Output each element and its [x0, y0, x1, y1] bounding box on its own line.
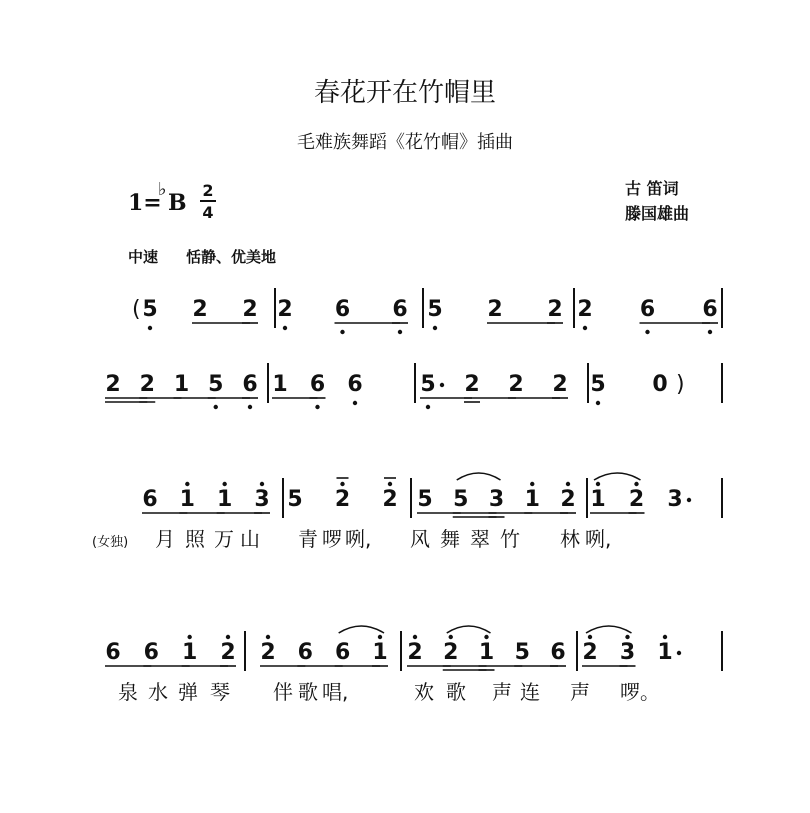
- lyric-char: 竹: [500, 527, 520, 551]
- octave-dot-above: [625, 635, 629, 639]
- open-paren: (: [132, 297, 141, 322]
- note: 2: [628, 487, 645, 512]
- lyric-char: 弹: [178, 680, 198, 704]
- octave-dot-below: [708, 330, 712, 334]
- note: 2: [260, 640, 276, 665]
- octave-dot-above: [226, 635, 230, 639]
- octave-dot-above: [185, 482, 189, 486]
- lyric-char: 林: [560, 527, 580, 551]
- lyric-char: 泉: [118, 680, 138, 704]
- note: 3: [488, 487, 505, 512]
- lyric-char: 声: [492, 680, 512, 704]
- augmentation-dot: [440, 383, 444, 387]
- note: 1: [272, 372, 288, 397]
- note: 1: [217, 487, 233, 512]
- note: 2: [560, 487, 576, 512]
- octave-dot-above: [222, 482, 226, 486]
- lyric-char: 青: [298, 527, 318, 551]
- note: 6: [702, 297, 718, 322]
- note: 1: [173, 372, 190, 397]
- note: 6: [105, 640, 121, 665]
- note: 6: [550, 640, 566, 665]
- composer-credit: 滕国雄曲: [625, 204, 690, 223]
- note: 2: [487, 297, 503, 322]
- note: 5: [590, 372, 606, 397]
- note: 6: [392, 297, 408, 322]
- note: 2: [220, 640, 236, 665]
- note: 2: [552, 372, 568, 397]
- slur: [586, 626, 632, 633]
- music-notation: [105, 288, 722, 704]
- octave-dot-below: [645, 330, 649, 334]
- note: 5: [514, 640, 530, 665]
- meter-bottom: 4: [202, 203, 214, 222]
- octave-dot-below: [248, 405, 252, 409]
- note: 1: [478, 640, 495, 665]
- slur: [447, 626, 491, 633]
- lyric-char: 唱,: [322, 680, 349, 704]
- octave-dot-above: [378, 635, 382, 639]
- note: 5: [427, 297, 443, 322]
- note: 6: [347, 372, 363, 397]
- octave-dot-below: [426, 405, 430, 409]
- octave-dot-above: [634, 482, 638, 486]
- lyric-char: 风: [410, 527, 430, 551]
- octave-dot-below: [583, 326, 587, 330]
- augmentation-dot: [677, 651, 681, 655]
- note: 1: [372, 640, 388, 665]
- lyric-char: 咧,: [345, 527, 372, 551]
- tempo-expression: 恬静、优美地: [186, 248, 277, 266]
- lyric-char: 万: [214, 527, 234, 551]
- octave-dot-above: [484, 635, 488, 639]
- song-title: 春花开在竹帽里: [313, 78, 497, 108]
- lyric-char: 翠: [470, 527, 490, 551]
- note: 2: [277, 297, 293, 322]
- note: 6: [143, 640, 159, 665]
- note: 2: [242, 297, 258, 322]
- octave-dot-above: [588, 635, 592, 639]
- lyric-char: 山: [240, 527, 260, 551]
- note: 2: [547, 297, 563, 322]
- augmentation-dot: [687, 498, 691, 502]
- lyric-char: 琴: [210, 680, 230, 704]
- key-flat: ♭: [158, 179, 167, 200]
- octave-dot-below: [433, 326, 437, 330]
- voice-label: (女独): [92, 535, 129, 550]
- lyric-char: 月: [155, 527, 175, 551]
- lyric-char: 歌: [446, 680, 466, 704]
- octave-dot-below: [283, 326, 287, 330]
- lyric-char: 啰: [322, 527, 342, 551]
- note: 6: [334, 297, 351, 322]
- lyric-char: 欢: [414, 680, 434, 704]
- note: 6: [142, 487, 158, 512]
- octave-dot-below: [148, 326, 152, 330]
- octave-dot-above: [566, 482, 570, 486]
- octave-dot-above: [596, 482, 600, 486]
- note: 6: [335, 640, 351, 665]
- note: 6: [242, 372, 258, 397]
- note: 1: [182, 640, 198, 665]
- octave-dot-above: [663, 635, 667, 639]
- octave-dot-below: [398, 330, 402, 334]
- note: 3: [254, 487, 270, 512]
- lyricist-credit: 古 笛词: [625, 179, 679, 198]
- lyric-char: 声: [570, 680, 590, 704]
- note: 2: [105, 372, 121, 397]
- octave-dot-above: [530, 482, 534, 486]
- key-signature: [128, 179, 187, 216]
- note: 1: [590, 487, 606, 512]
- note: 2: [382, 487, 398, 512]
- close-paren: ): [676, 372, 685, 397]
- octave-dot-above: [388, 482, 392, 486]
- octave-dot-below: [353, 401, 357, 405]
- tempo-speed: 中速: [128, 248, 159, 266]
- song-subtitle: 毛难族舞蹈《花竹帽》插曲: [297, 132, 513, 153]
- note: 2: [577, 297, 593, 322]
- octave-dot-above: [340, 482, 344, 486]
- key-letter: B: [168, 190, 187, 216]
- octave-dot-below: [340, 330, 344, 334]
- note: 5: [208, 372, 224, 397]
- slur: [339, 626, 384, 633]
- note: 5: [453, 487, 469, 512]
- lyric-char: 连: [520, 680, 540, 704]
- note: 2: [407, 640, 423, 665]
- lyric-char: 伴: [273, 680, 293, 704]
- note: 5: [417, 487, 433, 512]
- octave-dot-above: [413, 635, 417, 639]
- meter-top: 2: [202, 181, 214, 200]
- lyric-char: 舞: [440, 527, 460, 551]
- octave-dot-below: [315, 405, 319, 409]
- lyric-char: 歌: [298, 680, 318, 704]
- slur: [594, 473, 641, 480]
- slur: [457, 473, 501, 480]
- lyric-char: 啰。: [620, 680, 660, 704]
- note: 5: [287, 487, 303, 512]
- note: 5: [142, 297, 158, 322]
- note: 2: [508, 372, 524, 397]
- octave-dot-above: [266, 635, 270, 639]
- octave-dot-below: [596, 401, 600, 405]
- note: 2: [192, 297, 208, 322]
- note: 6: [297, 640, 313, 665]
- note: 2: [443, 640, 459, 665]
- note: 2: [582, 640, 598, 665]
- note: 0: [652, 372, 668, 397]
- note: 1: [179, 487, 195, 512]
- note: 3: [619, 640, 636, 665]
- note: 1: [657, 640, 673, 665]
- key-prefix: 1=: [128, 190, 162, 216]
- lyric-char: 水: [148, 680, 168, 704]
- note: 6: [309, 372, 326, 397]
- note: 2: [464, 372, 480, 397]
- octave-dot-above: [260, 482, 264, 486]
- lyric-char: 照: [185, 527, 205, 551]
- octave-dot-below: [214, 405, 218, 409]
- note: 2: [334, 487, 351, 512]
- octave-dot-above: [449, 635, 453, 639]
- octave-dot-above: [187, 635, 191, 639]
- note: 2: [139, 372, 155, 397]
- note: 5: [420, 372, 436, 397]
- note: 1: [524, 487, 540, 512]
- note: 3: [667, 487, 683, 512]
- lyric-char: 咧,: [585, 527, 612, 551]
- time-signature: [200, 181, 216, 222]
- note: 6: [639, 297, 656, 322]
